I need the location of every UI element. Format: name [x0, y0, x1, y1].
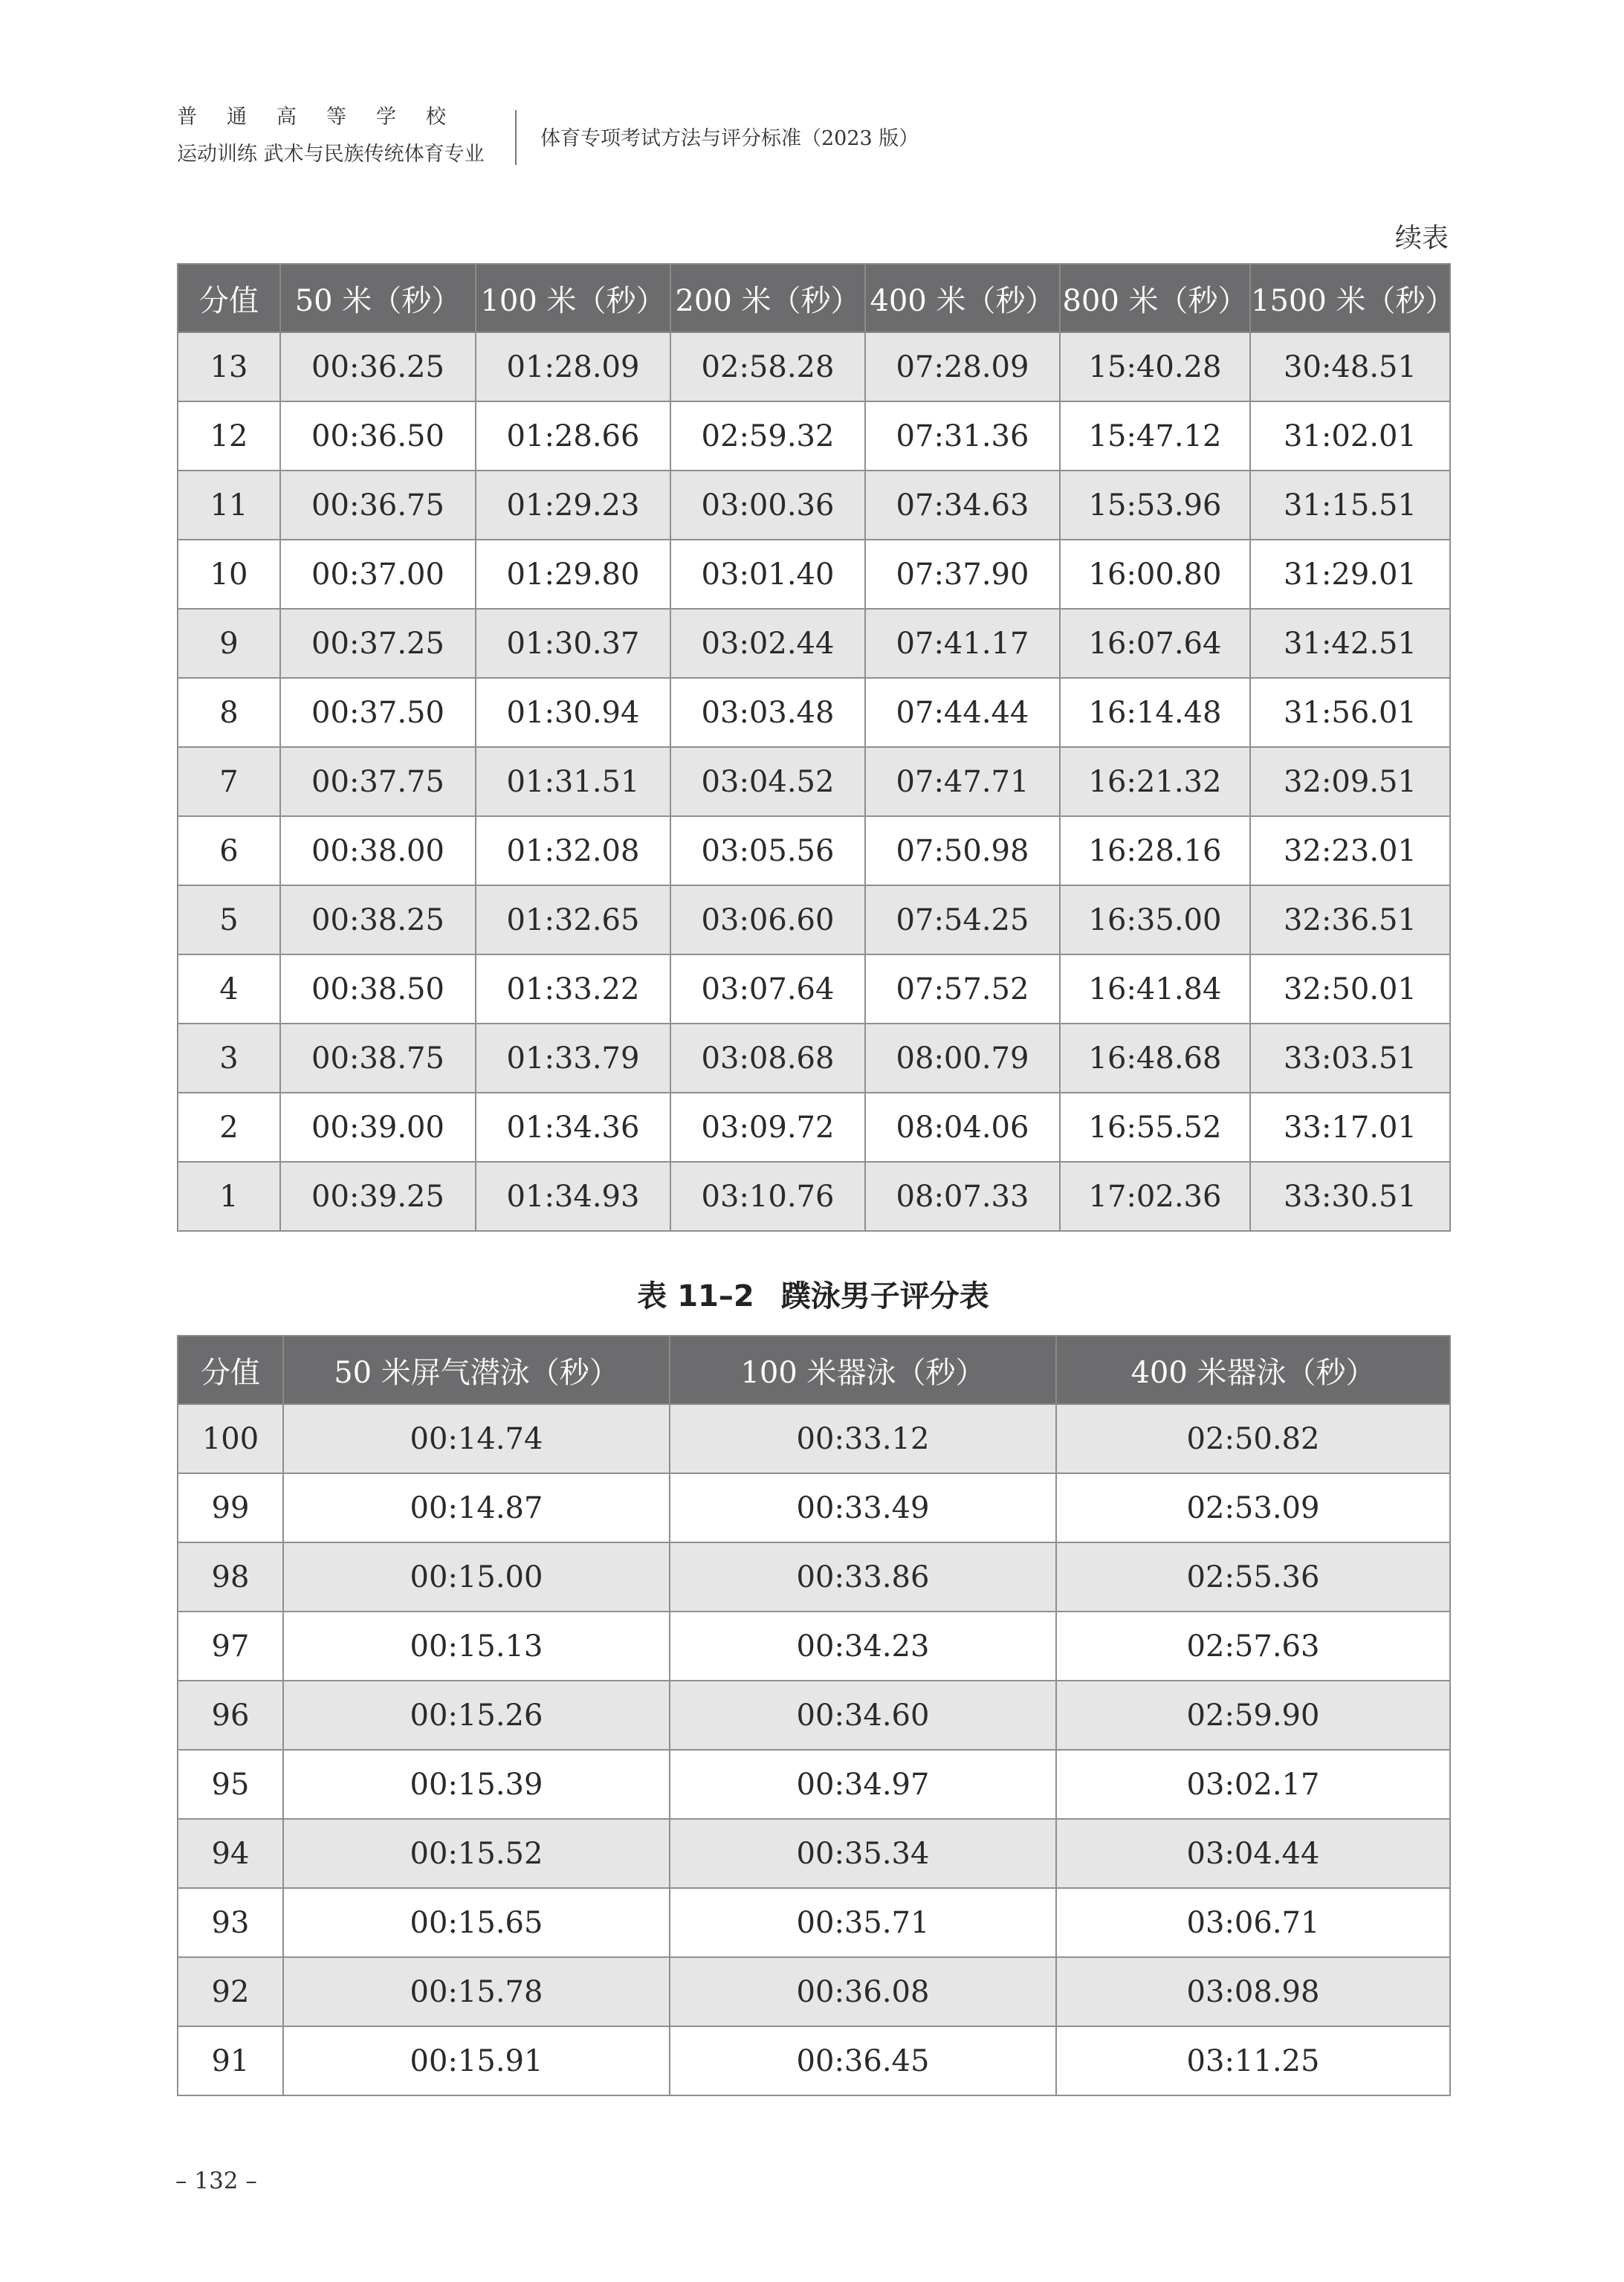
time-cell: 01:30.37	[476, 609, 670, 678]
time-cell: 03:05.56	[670, 816, 865, 885]
time-cell: 00:15.52	[283, 1819, 670, 1888]
time-cell: 16:35.00	[1060, 885, 1250, 954]
time-cell: 33:17.01	[1250, 1093, 1450, 1162]
table-row	[178, 747, 1450, 816]
time-cell: 00:37.75	[280, 747, 476, 816]
time-cell: 01:29.80	[476, 540, 670, 609]
time-cell: 16:28.16	[1060, 816, 1250, 885]
time-cell: 07:34.63	[865, 471, 1060, 540]
time-cell: 01:31.51	[476, 747, 670, 816]
time-cell: 00:15.39	[283, 1750, 670, 1819]
table-row	[178, 1681, 1450, 1750]
score-cell: 93	[178, 1888, 283, 1957]
column-header: 400 米器泳（秒）	[1056, 1336, 1450, 1404]
column-header: 100 米（秒）	[476, 264, 670, 332]
score-cell: 12	[178, 401, 280, 471]
score-cell: 96	[178, 1681, 283, 1750]
time-cell: 16:48.68	[1060, 1024, 1250, 1093]
fin-swimming-men-score-table	[177, 1335, 1451, 2096]
time-cell: 00:39.00	[280, 1093, 476, 1162]
column-header: 800 米（秒）	[1060, 264, 1250, 332]
time-cell: 00:14.74	[283, 1404, 670, 1473]
table-row	[178, 2026, 1450, 2095]
time-cell: 00:36.45	[670, 2026, 1056, 2095]
time-cell: 31:02.01	[1250, 401, 1450, 471]
table-row	[178, 885, 1450, 954]
time-cell: 16:14.48	[1060, 678, 1250, 747]
time-cell: 03:08.68	[670, 1024, 865, 1093]
time-cell: 00:35.34	[670, 1819, 1056, 1888]
time-cell: 01:34.36	[476, 1093, 670, 1162]
table-caption	[177, 1273, 1449, 1315]
time-cell: 00:34.97	[670, 1750, 1056, 1819]
table-row	[178, 1612, 1450, 1681]
time-cell: 03:06.71	[1056, 1888, 1450, 1957]
score-cell: 13	[178, 332, 280, 401]
time-cell: 03:07.64	[670, 954, 865, 1024]
score-cell: 92	[178, 1957, 283, 2026]
time-cell: 15:53.96	[1060, 471, 1250, 540]
time-cell: 00:35.71	[670, 1888, 1056, 1957]
time-cell: 03:02.44	[670, 609, 865, 678]
time-cell: 02:59.32	[670, 401, 865, 471]
score-cell: 99	[178, 1473, 283, 1542]
time-cell: 02:58.28	[670, 332, 865, 401]
score-cell: 3	[178, 1024, 280, 1093]
column-header: 50 米（秒）	[280, 264, 476, 332]
time-cell: 00:33.49	[670, 1473, 1056, 1542]
time-cell: 00:15.26	[283, 1681, 670, 1750]
time-cell: 02:53.09	[1056, 1473, 1450, 1542]
time-cell: 00:15.13	[283, 1612, 670, 1681]
time-cell: 16:21.32	[1060, 747, 1250, 816]
time-cell: 00:39.25	[280, 1162, 476, 1231]
time-cell: 01:33.22	[476, 954, 670, 1024]
time-cell: 03:04.52	[670, 747, 865, 816]
score-cell: 8	[178, 678, 280, 747]
time-cell: 07:57.52	[865, 954, 1060, 1024]
table-row	[178, 1819, 1450, 1888]
score-cell: 6	[178, 816, 280, 885]
table-row	[178, 1888, 1450, 1957]
time-cell: 01:28.66	[476, 401, 670, 471]
time-cell: 00:33.86	[670, 1542, 1056, 1612]
score-cell: 100	[178, 1404, 283, 1473]
time-cell: 00:14.87	[283, 1473, 670, 1542]
time-cell: 03:10.76	[670, 1162, 865, 1231]
time-cell: 03:09.72	[670, 1093, 865, 1162]
continued-table-label: 续表	[1394, 223, 1449, 253]
column-header: 200 米（秒）	[670, 264, 865, 332]
score-cell: 1	[178, 1162, 280, 1231]
time-cell: 07:47.71	[865, 747, 1060, 816]
time-cell: 02:50.82	[1056, 1404, 1450, 1473]
time-cell: 07:28.09	[865, 332, 1060, 401]
table-row	[178, 332, 1450, 401]
time-cell: 07:44.44	[865, 678, 1060, 747]
time-cell: 03:06.60	[670, 885, 865, 954]
time-cell: 31:15.51	[1250, 471, 1450, 540]
table-row	[178, 540, 1450, 609]
time-cell: 07:54.25	[865, 885, 1060, 954]
time-cell: 02:55.36	[1056, 1542, 1450, 1612]
time-cell: 00:38.00	[280, 816, 476, 885]
time-cell: 31:29.01	[1250, 540, 1450, 609]
header-divider	[515, 110, 517, 165]
table-row	[178, 954, 1450, 1024]
time-cell: 07:41.17	[865, 609, 1060, 678]
time-cell: 07:50.98	[865, 816, 1060, 885]
table-row	[178, 1162, 1450, 1231]
time-cell: 01:32.08	[476, 816, 670, 885]
time-cell: 07:31.36	[865, 401, 1060, 471]
score-cell: 97	[178, 1612, 283, 1681]
table-row	[178, 816, 1450, 885]
time-cell: 08:00.79	[865, 1024, 1060, 1093]
time-cell: 00:37.50	[280, 678, 476, 747]
time-cell: 00:15.00	[283, 1542, 670, 1612]
score-cell: 95	[178, 1750, 283, 1819]
time-cell: 03:00.36	[670, 471, 865, 540]
time-cell: 16:07.64	[1060, 609, 1250, 678]
score-cell: 11	[178, 471, 280, 540]
table-row	[178, 1093, 1450, 1162]
time-cell: 00:36.50	[280, 401, 476, 471]
table-header-row	[178, 264, 1450, 332]
column-header: 1500 米（秒）	[1250, 264, 1450, 332]
time-cell: 02:57.63	[1056, 1612, 1450, 1681]
column-header: 分值	[178, 1336, 283, 1404]
table-row	[178, 1473, 1450, 1542]
time-cell: 00:36.25	[280, 332, 476, 401]
time-cell: 00:15.65	[283, 1888, 670, 1957]
time-cell: 00:15.78	[283, 1957, 670, 2026]
time-cell: 03:11.25	[1056, 2026, 1450, 2095]
running-header-left	[177, 104, 485, 168]
time-cell: 07:37.90	[865, 540, 1060, 609]
score-cell: 7	[178, 747, 280, 816]
time-cell: 31:56.01	[1250, 678, 1450, 747]
table-caption-number: 表 11–2	[637, 1279, 754, 1313]
time-cell: 00:38.50	[280, 954, 476, 1024]
column-header: 分值	[178, 264, 280, 332]
time-cell: 03:03.48	[670, 678, 865, 747]
page-number: – 132 –	[175, 2168, 257, 2194]
book-title: 体育专项考试方法与评分标准（2023 版）	[540, 127, 919, 150]
time-cell: 32:50.01	[1250, 954, 1450, 1024]
time-cell: 16:41.84	[1060, 954, 1250, 1024]
table-caption-title: 蹼泳男子评分表	[780, 1279, 989, 1313]
table-row	[178, 1750, 1450, 1819]
time-cell: 30:48.51	[1250, 332, 1450, 401]
time-cell: 03:08.98	[1056, 1957, 1450, 2026]
time-cell: 03:04.44	[1056, 1819, 1450, 1888]
score-cell: 10	[178, 540, 280, 609]
table-row	[178, 1024, 1450, 1093]
score-cell: 5	[178, 885, 280, 954]
time-cell: 33:03.51	[1250, 1024, 1450, 1093]
time-cell: 01:28.09	[476, 332, 670, 401]
time-cell: 01:33.79	[476, 1024, 670, 1093]
time-cell: 03:01.40	[670, 540, 865, 609]
time-cell: 00:36.75	[280, 471, 476, 540]
time-cell: 08:07.33	[865, 1162, 1060, 1231]
score-cell: 2	[178, 1093, 280, 1162]
score-cell: 98	[178, 1542, 283, 1612]
time-cell: 03:02.17	[1056, 1750, 1450, 1819]
time-cell: 15:47.12	[1060, 401, 1250, 471]
time-cell: 01:29.23	[476, 471, 670, 540]
score-cell: 91	[178, 2026, 283, 2095]
time-cell: 00:34.60	[670, 1681, 1056, 1750]
column-header: 100 米器泳（秒）	[670, 1336, 1056, 1404]
table-row	[178, 471, 1450, 540]
score-cell: 94	[178, 1819, 283, 1888]
time-cell: 00:37.25	[280, 609, 476, 678]
time-cell: 01:34.93	[476, 1162, 670, 1231]
score-cell: 4	[178, 954, 280, 1024]
table-row	[178, 401, 1450, 471]
time-cell: 33:30.51	[1250, 1162, 1450, 1231]
time-cell: 32:23.01	[1250, 816, 1450, 885]
time-cell: 16:00.80	[1060, 540, 1250, 609]
table-row	[178, 678, 1450, 747]
column-header: 50 米屏气潜泳（秒）	[283, 1336, 670, 1404]
time-cell: 00:15.91	[283, 2026, 670, 2095]
time-cell: 02:59.90	[1056, 1681, 1450, 1750]
school-name: 普通高等学校	[177, 106, 476, 129]
table-row	[178, 1957, 1450, 2026]
table-row	[178, 1404, 1450, 1473]
table-header-row	[178, 1336, 1450, 1404]
time-cell: 00:36.08	[670, 1957, 1056, 2026]
time-cell: 00:37.00	[280, 540, 476, 609]
time-cell: 08:04.06	[865, 1093, 1060, 1162]
time-cell: 32:09.51	[1250, 747, 1450, 816]
column-header: 400 米（秒）	[865, 264, 1060, 332]
time-cell: 31:42.51	[1250, 609, 1450, 678]
continued-score-table	[177, 263, 1455, 1232]
table-row	[178, 609, 1450, 678]
table-row	[178, 1542, 1450, 1612]
time-cell: 15:40.28	[1060, 332, 1250, 401]
time-cell: 00:33.12	[670, 1404, 1056, 1473]
time-cell: 00:38.75	[280, 1024, 476, 1093]
time-cell: 00:38.25	[280, 885, 476, 954]
time-cell: 17:02.36	[1060, 1162, 1250, 1231]
time-cell: 16:55.52	[1060, 1093, 1250, 1162]
time-cell: 32:36.51	[1250, 885, 1450, 954]
time-cell: 01:32.65	[476, 885, 670, 954]
time-cell: 00:34.23	[670, 1612, 1056, 1681]
score-cell: 9	[178, 609, 280, 678]
time-cell: 01:30.94	[476, 678, 670, 747]
major-name: 运动训练 武术与民族传统体育专业	[177, 143, 485, 166]
